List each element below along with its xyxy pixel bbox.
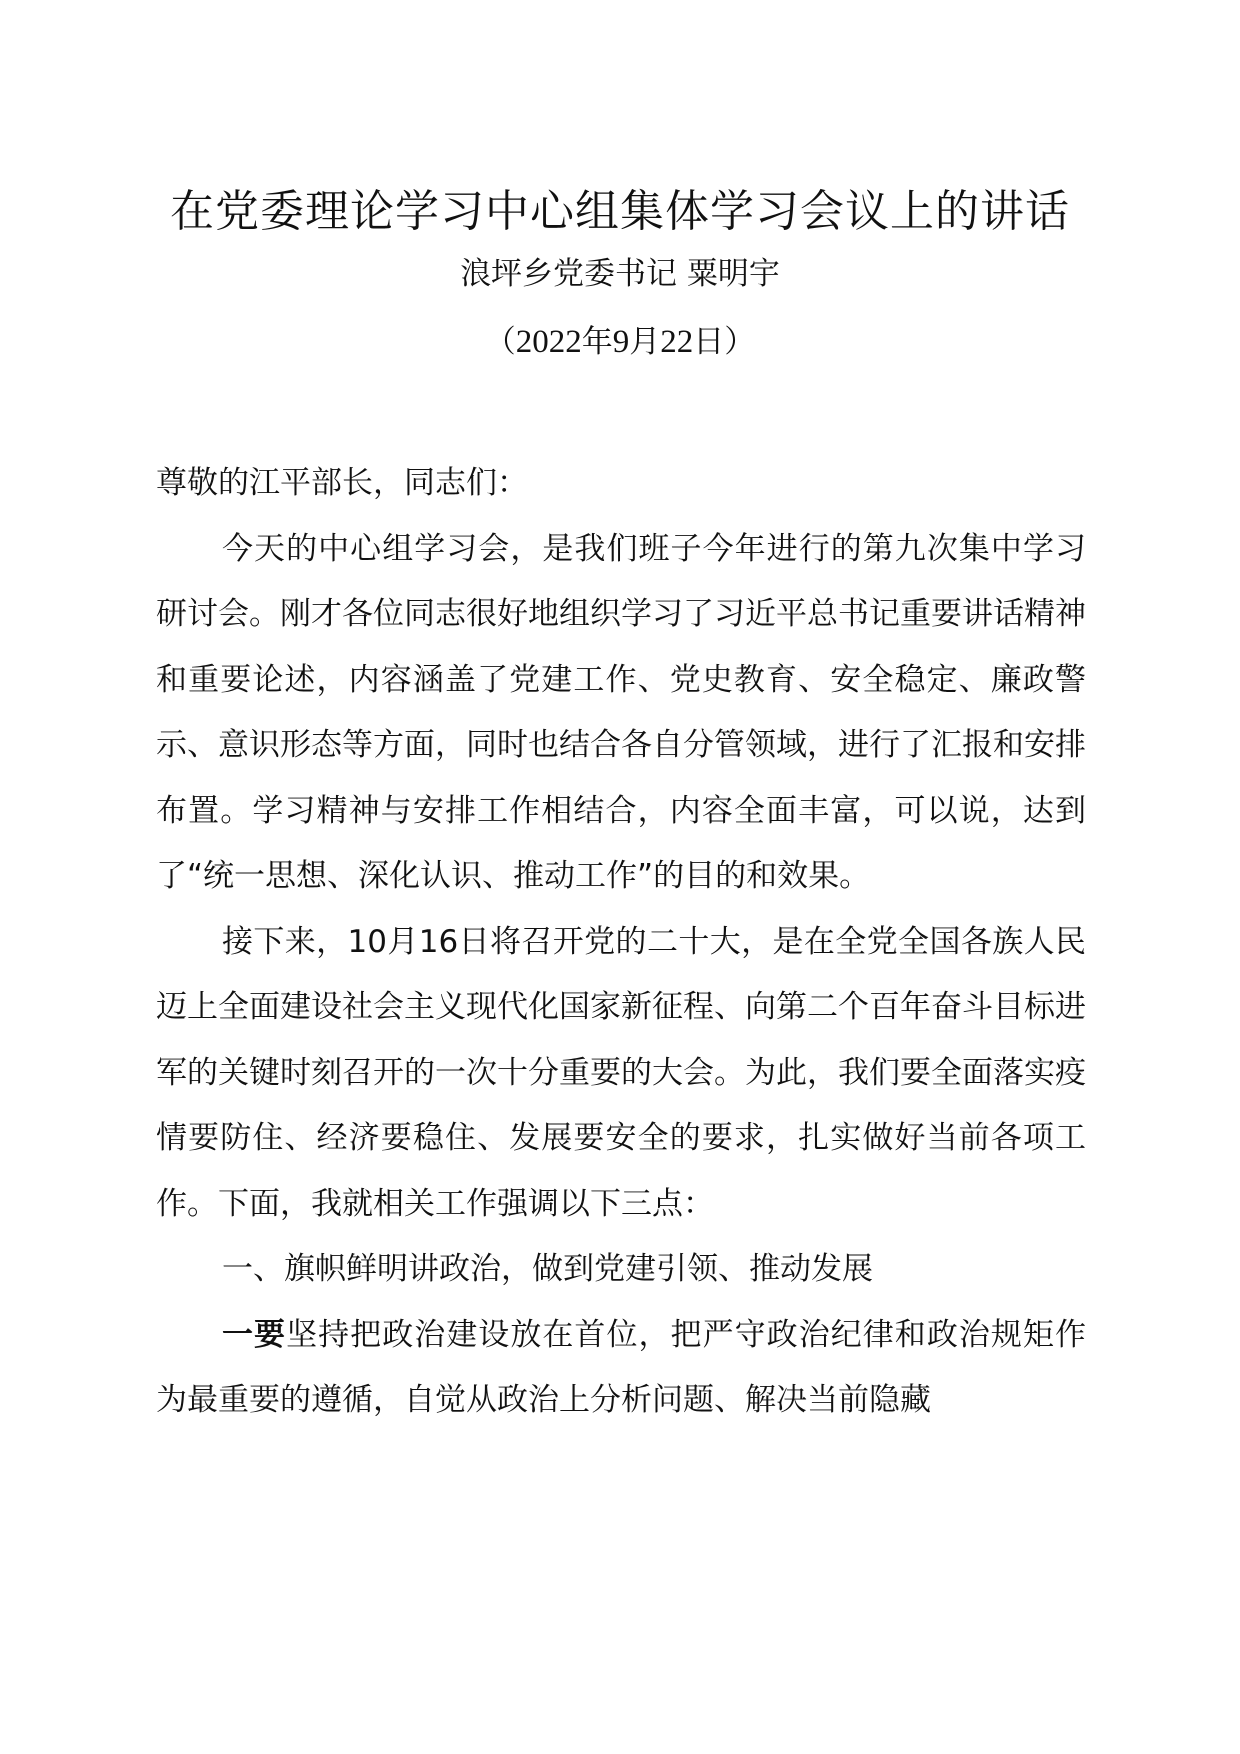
date-open-paren: （ <box>484 324 516 360</box>
date-month-unit: 月 <box>629 324 661 360</box>
paragraph-context: 接下来，10月16日将召开党的二十大，是在全党全国各族人民迈上全面建设社会主义现代化国家新征程、向第二个百年奋斗目标进军的关键时刻召开的一次十分重要的大会。为此，我们要全面落实疫情要防住、经济要稳住、发展要安全的要求，扎实做好当前各项工作。下面，我就相关工作强调以下三点： <box>156 923 1086 1222</box>
date-close-paren: ） <box>724 324 756 360</box>
speech-date <box>0 322 1240 362</box>
point-one-text: 坚持把政治建设放在首位，把严守政治纪律和政治规矩作为最重要的遵循，自觉从政治上分析问题、解决当前隐藏 <box>156 1316 1086 1418</box>
paragraph-intro: 今天的中心组学习会，是我们班子今年进行的第九次集中学习研讨会。刚才各位同志很好地组织学习了习近平总书记重要讲话精神和重要论述，内容涵盖了党建工作、党史教育、安全稳定、廉政警示、意识形态等方面，同时也结合各自分管领域，进行了汇报和安排布置。学习精神与安排工作相结合，内容全面丰富，可以说，达到了“统一思想、深化认识、推动工作”的目的和效果。 <box>156 530 1086 894</box>
date-month: 9 <box>612 324 630 360</box>
section-heading: 一、旗帜鲜明讲政治，做到党建引领、推动发展 <box>222 1251 873 1287</box>
point-one-lead: 一要 <box>222 1316 287 1353</box>
date-day-unit: 日 <box>693 324 725 360</box>
speech-body <box>156 451 1086 1434</box>
salutation: 尊敬的江平部长，同志们： <box>156 465 528 501</box>
date-day: 22 <box>660 324 694 360</box>
point-one-paragraph <box>156 1303 1086 1434</box>
speaker-byline: 浪坪乡党委书记 粟明宇 <box>460 256 780 292</box>
document-title: 在党委理论学习中心组集体学习会议上的讲话 <box>170 186 1070 237</box>
date-year-unit: 年 <box>581 324 613 360</box>
date-year: 2022 <box>515 324 582 360</box>
